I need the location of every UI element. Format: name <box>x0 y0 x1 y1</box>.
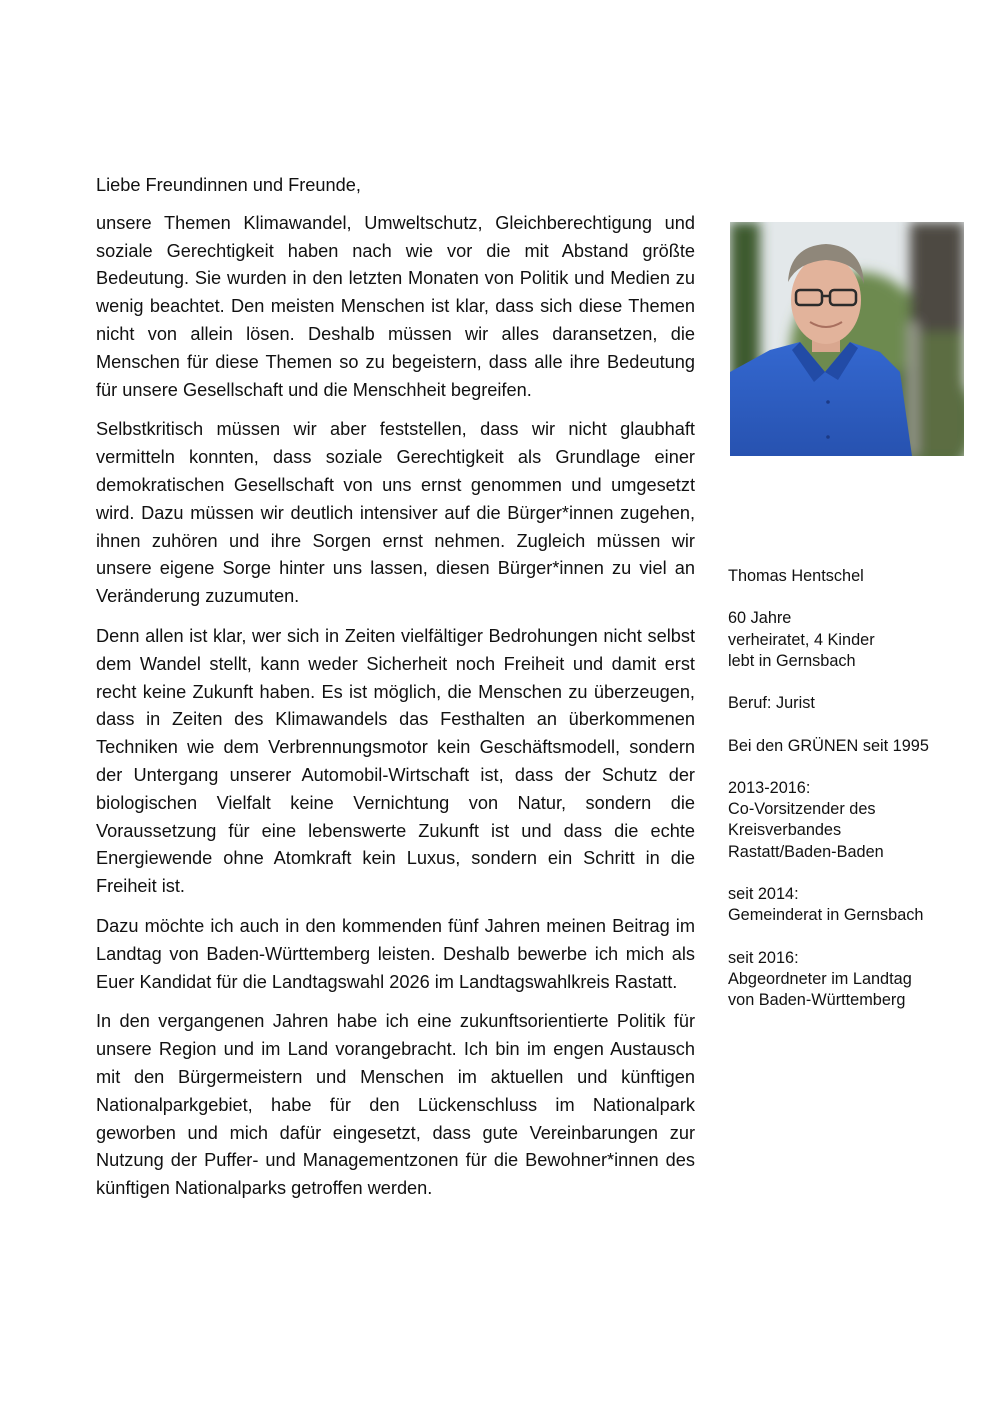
bio-role-period: seit 2016: <box>728 948 799 967</box>
bio-sidebar <box>728 566 978 1032</box>
bio-family: verheiratet, 4 Kinder <box>728 630 875 649</box>
bio-party: Bei den GRÜNEN seit 1995 <box>728 736 929 755</box>
letter-paragraph: unsere Themen Klimawandel, Umweltschutz, Gleichberechtigung und soziale Gerechtigkeit haben nach wie vor die mit Abstand größte Bedeutung. Sie wurden in den letzten Monaten von Politik und Medien zu wenig beachtet. Den meisten Menschen ist klar, dass sich diese Themen nicht von allein lösen. Deshalb müssen wir alles daransetzen, die Menschen für diese Themen so zu begeistern, dass alle ihre Bedeutung für unsere Gesellschaft und die Menschheit begreifen. <box>96 212 695 400</box>
bio-profession: Beruf: Jurist <box>728 694 815 713</box>
portrait-photo <box>730 222 964 456</box>
letter-body <box>96 172 695 1215</box>
bio-role-line: Abgeordneter im Landtag <box>728 969 912 988</box>
portrait-image <box>730 222 964 456</box>
bio-role-line: Co-Vorsitzender des <box>728 800 876 819</box>
bio-role-line: von Baden-Württemberg <box>728 990 906 1009</box>
bio-role-line: Gemeinderat in Gernsbach <box>728 906 924 925</box>
letter-paragraph: Selbstkritisch müssen wir aber feststellen, dass wir nicht glaubhaft vermitteln konnten, dass soziale Gerechtigkeit als Grundlage einer demokratischen Gesellschaft von uns ernst genommen und umgesetzt wird. Dazu müssen wir deutlich intensiver auf die Bürger*innen zugehen, ihnen zuhören und ihre Sorgen ernst nehmen. Zugleich müssen wir unsere eigene Sorge hinter uns lassen, diesen Bürger*innen zu viel an Veränderung zuzumuten. <box>96 419 695 607</box>
letter-paragraph: In den vergangenen Jahren habe ich eine zukunftsorientierte Politik für unsere Region und im Land vorangebracht. Ich bin im engen Austausch mit den Bürgermeistern und Menschen im aktuellen und künftigen Nationalparkgebiet, habe für den Lückenschluss im Nationalpark geworben und mich dafür eingesetzt, dass gute Vereinbarungen zur Nutzung der Puffer- und Managementzonen für die Bewohner*innen des künftigen Nationalparks getroffen werden. <box>96 1011 695 1199</box>
letter-greeting: Liebe Freundinnen und Freunde, <box>96 175 361 195</box>
bio-role-line: Kreisverbandes <box>728 821 842 840</box>
bio-residence: lebt in Gernsbach <box>728 651 856 670</box>
bio-role-line: Rastatt/Baden-Baden <box>728 842 884 861</box>
bio-role-period: seit 2014: <box>728 884 799 903</box>
letter-paragraph: Denn allen ist klar, wer sich in Zeiten vielfältiger Bedrohungen nicht selbst dem Wandel stellt, kann weder Sicherheit noch Freiheit und damit erst recht keine Zukunft haben. Es ist möglich, die Menschen zu überzeugen, dass in Zeiten des Klimawandels das Festhalten an überkommenen Techniken wie dem Verbrennungsmotor kein Geschäftsmodell, sondern der Untergang unserer Automobil-Wirtschaft ist, dass der Schutz der biologischen Vielfalt keine Vernichtung von Natur, sondern die Voraussetzung für eine lebenswerte Zukunft ist und dass die echte Energiewende ohne Atomkraft kein Luxus, sondern ein Schritt in die Freiheit ist. <box>96 625 695 897</box>
bio-age: 60 Jahre <box>728 609 792 628</box>
letter-paragraph: Dazu möchte ich auch in den kommenden fünf Jahren meinen Beitrag im Landtag von Baden-Württemberg leisten. Deshalb bewerbe ich mich als Euer Kandidat für die Landtagswahl 2026 im Landtagswahlkreis Rastatt. <box>96 915 695 992</box>
bio-name: Thomas Hentschel <box>728 567 864 585</box>
bio-role-period: 2013-2016: <box>728 778 811 797</box>
